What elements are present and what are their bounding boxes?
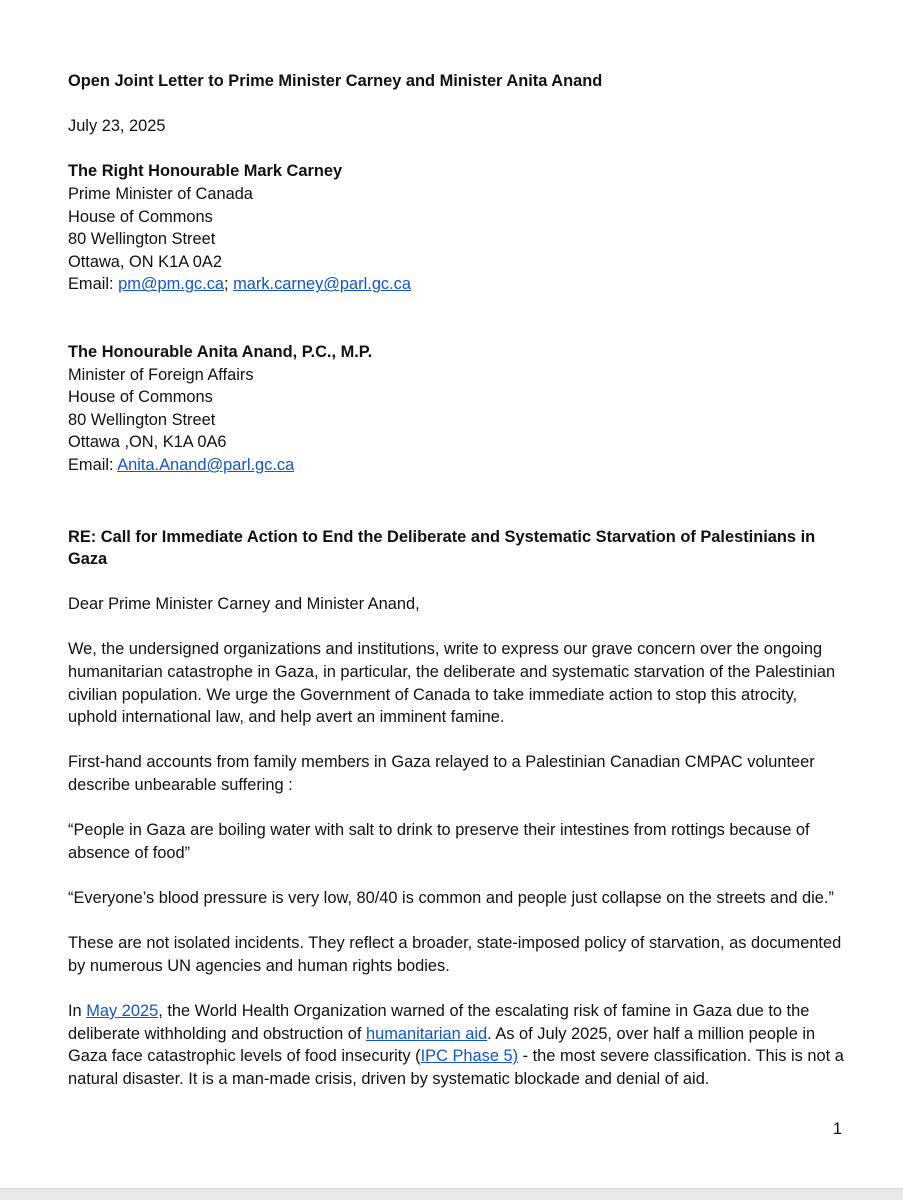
paragraph-not-isolated: These are not isolated incidents. They reflect a broader, state-imposed policy of starvation, as documented by numerous UN agencies and human rights bodies. [68, 934, 842, 975]
recipient-organization: House of Commons [68, 388, 213, 407]
quote-blood-pressure: “Everyone’s blood pressure is very low, 80/40 is common and people just collapse on the streets and die.” [68, 889, 834, 907]
recipient-block-anand [68, 341, 846, 477]
link-ipc-phase-5[interactable]: IPC Phase 5) [420, 1047, 519, 1066]
recipient-position: Minister of Foreign Affairs [68, 365, 254, 384]
recipient-name: The Right Honourable Mark Carney [68, 162, 343, 181]
recipient-email-line [68, 273, 846, 296]
email-link-anand[interactable]: Anita.Anand@parl.gc.ca [117, 455, 295, 474]
email-link-pm[interactable]: pm@pm.gc.ca [118, 275, 225, 294]
letter-body [68, 70, 846, 1113]
recipient-email-line [68, 454, 846, 477]
quote-boiling-water: “People in Gaza are boiling water with salt to drink to preserve their intestines from rottings because of absence of food” [68, 821, 810, 862]
text-run: - the most severe classification. This is not a natural disaster. It is a man-made crisis, driven by systematic blockade and denial of aid. [68, 1047, 844, 1088]
paragraph-who-warning [68, 1000, 846, 1090]
page-bottom-edge [0, 1188, 903, 1200]
letter-title: Open Joint Letter to Prime Minister Carney and Minister Anita Anand [68, 72, 603, 90]
text-run: . As of July 2025, over half a million people in Gaza face catastrophic levels of food insecurity ( [68, 1024, 816, 1066]
recipient-position: Prime Minister of Canada [68, 184, 253, 203]
recipient-city: Ottawa ,ON, K1A 0A6 [68, 433, 227, 452]
salutation: Dear Prime Minister Carney and Minister Anand, [68, 595, 420, 614]
recipient-city: Ottawa, ON K1A 0A2 [68, 252, 222, 271]
paragraph-concern: We, the undersigned organizations and institutions, write to express our grave concern over the ongoing humanitarian catastrophe in Gaza, in particular, the deliberate and systematic starvation of the Palestinian civilian population. We urge the Government of Canada to take immediate action to stop this atrocity, uphold international law, and help avert an imminent famine. [68, 640, 836, 727]
email-separator: ; [224, 275, 234, 294]
link-may-2025[interactable]: May 2025 [86, 1001, 159, 1020]
text-run: , the World Health Organization warned of the escalating risk of famine in Gaza due to the deliberate withholding and obstruction of [68, 1001, 810, 1043]
recipient-block-carney [68, 160, 846, 296]
email-link-carney[interactable]: mark.carney@parl.gc.ca [233, 275, 411, 294]
recipient-organization: House of Commons [68, 207, 213, 226]
email-label: Email: [68, 455, 118, 474]
text-run: In [68, 1001, 87, 1020]
recipient-street: 80 Wellington Street [68, 410, 216, 429]
subject-line: RE: Call for Immediate Action to End the Deliberate and Systematic Starvation of Palestinians in Gaza [68, 527, 816, 569]
recipient-name: The Honourable Anita Anand, P.C., M.P. [68, 342, 373, 361]
paragraph-accounts: First-hand accounts from family members in Gaza relayed to a Palestinian Canadian CMPAC volunteer describe unbearable suffering : [68, 753, 815, 795]
recipient-street: 80 Wellington Street [68, 230, 216, 249]
email-label: Email: [68, 275, 119, 294]
link-humanitarian-aid[interactable]: humanitarian aid [365, 1024, 488, 1043]
letter-date: July 23, 2025 [68, 117, 166, 136]
page-number: 1 [832, 1120, 842, 1138]
